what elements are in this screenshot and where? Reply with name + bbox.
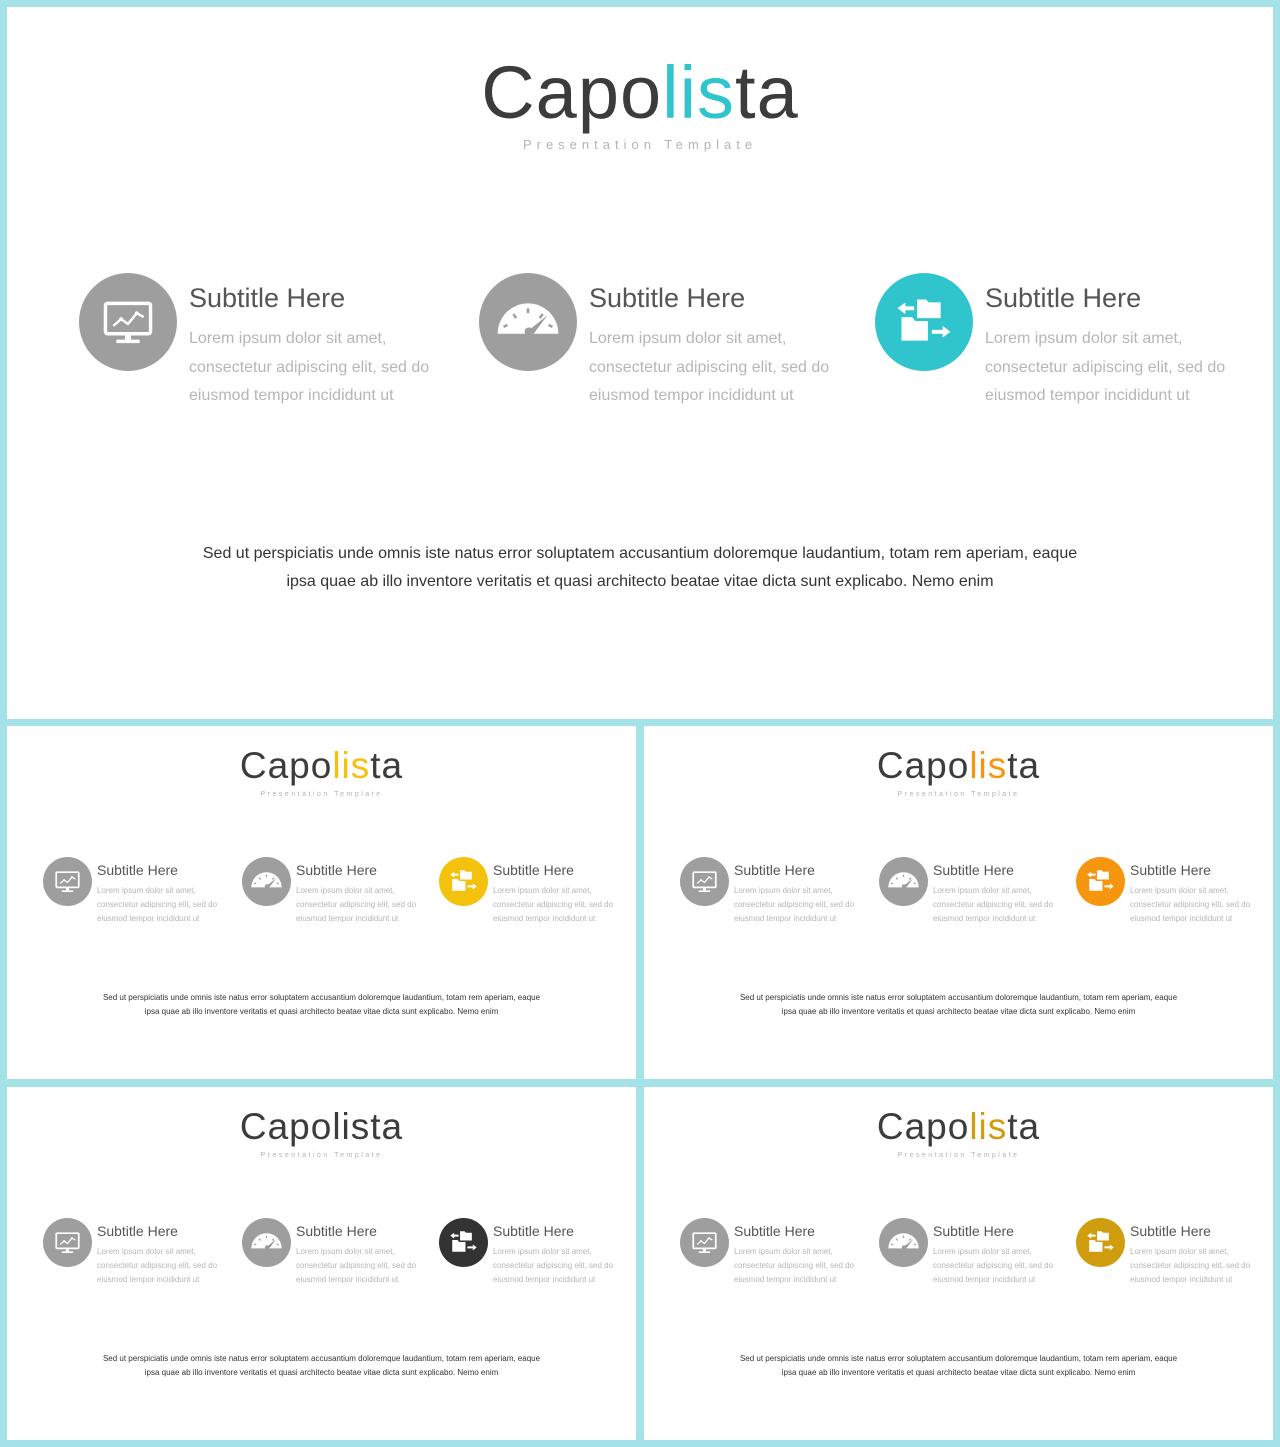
feature-icon-circle[interactable] xyxy=(479,273,577,371)
feature-icon-circle[interactable] xyxy=(242,857,291,906)
feature-item xyxy=(439,1218,629,1308)
logo-title-part: ta xyxy=(370,1106,404,1147)
feature-icon-circle[interactable] xyxy=(79,273,177,371)
slide-main[interactable] xyxy=(7,7,1273,719)
logo-title-part: Capo xyxy=(239,1106,333,1147)
feature-text: Lorem ipsum dolor sit amet, consectetur adipiscing elit, sed do eiusmod tempor incididunt ut xyxy=(589,330,830,404)
feature-heading: Subtitle Here xyxy=(734,1223,815,1239)
footer-paragraph: Sed ut perspiciatis unde omnis iste natus error soluptatem accusantium doloremque laudantium, totam rem aperiam, eaque ipsa quae ab illo inventore veritatis et quasi architecto beatae vitae dicta sunt explicabo. Nemo enim xyxy=(739,993,1178,1016)
feature-item xyxy=(43,857,233,947)
feature-text: Lorem ipsum dolor sit amet, consectetur adipiscing elit, sed do eiusmod tempor incididunt ut xyxy=(734,1247,855,1284)
feature-text: Lorem ipsum dolor sit amet, consectetur adipiscing elit, sed do eiusmod tempor incididunt ut xyxy=(97,886,218,923)
slide-variant-orange[interactable] xyxy=(644,726,1273,1079)
feature-item xyxy=(1076,857,1266,947)
feature-item xyxy=(79,273,449,453)
feature-heading: Subtitle Here xyxy=(189,283,346,313)
feature-text: Lorem ipsum dolor sit amet, consectetur adipiscing elit, sed do eiusmod tempor incididunt ut xyxy=(1130,886,1251,923)
feature-heading: Subtitle Here xyxy=(493,1223,574,1239)
logo-title xyxy=(644,745,1273,787)
logo-title-part: Capo xyxy=(876,1106,970,1147)
logo-title xyxy=(644,1106,1273,1148)
feature-heading: Subtitle Here xyxy=(296,1223,377,1239)
feature-item xyxy=(875,273,1245,453)
feature-text: Lorem ipsum dolor sit amet, consectetur adipiscing elit, sed do eiusmod tempor incididunt ut xyxy=(97,1247,218,1284)
feature-item xyxy=(43,1218,233,1308)
logo-title-part: Capo xyxy=(239,745,333,786)
feature-item xyxy=(242,1218,432,1308)
feature-icon-circle[interactable] xyxy=(439,857,488,906)
feature-item xyxy=(242,857,432,947)
slide-variant-yellow[interactable] xyxy=(7,726,636,1079)
logo-title-part: ta xyxy=(735,51,799,134)
feature-item xyxy=(439,857,629,947)
feature-heading: Subtitle Here xyxy=(296,862,377,878)
template-subtitle: Presentation Template xyxy=(897,791,1020,798)
feature-item xyxy=(879,857,1069,947)
feature-icon-circle[interactable] xyxy=(680,1218,729,1267)
feature-text: Lorem ipsum dolor sit amet, consectetur adipiscing elit, sed do eiusmod tempor incididunt ut xyxy=(296,886,417,923)
logo-title xyxy=(7,1106,636,1148)
feature-text: Lorem ipsum dolor sit amet, consectetur adipiscing elit, sed do eiusmod tempor incididunt ut xyxy=(734,886,855,923)
feature-item xyxy=(680,857,870,947)
logo-title-part: Capo xyxy=(481,51,663,134)
logo-title-accent: lis xyxy=(332,1106,371,1147)
feature-icon-circle[interactable] xyxy=(43,1218,92,1267)
footer-paragraph: Sed ut perspiciatis unde omnis iste natus error soluptatem accusantium doloremque laudantium, totam rem aperiam, eaque ipsa quae ab illo inventore veritatis et quasi architecto beatae vitae dicta sunt explicabo. Nemo enim xyxy=(102,993,541,1016)
feature-heading: Subtitle Here xyxy=(1130,1223,1211,1239)
feature-item xyxy=(479,273,849,453)
template-subtitle: Presentation Template xyxy=(260,1152,383,1159)
feature-icon-circle[interactable] xyxy=(875,273,973,371)
logo-title-accent: lis xyxy=(332,745,371,786)
footer-paragraph: Sed ut perspiciatis unde omnis iste natus error soluptatem accusantium doloremque laudantium, totam rem aperiam, eaque ipsa quae ab illo inventore veritatis et quasi architecto beatae vitae dicta sunt explicabo. Nemo enim xyxy=(102,1354,541,1377)
logo-title-accent: lis xyxy=(662,51,736,134)
feature-text: Lorem ipsum dolor sit amet, consectetur adipiscing elit, sed do eiusmod tempor incididunt ut xyxy=(296,1247,417,1284)
feature-item xyxy=(879,1218,1069,1308)
feature-text: Lorem ipsum dolor sit amet, consectetur adipiscing elit, sed do eiusmod tempor incididunt ut xyxy=(933,886,1054,923)
slide-variant-dark[interactable] xyxy=(7,1087,636,1440)
feature-heading: Subtitle Here xyxy=(933,1223,1014,1239)
footer-paragraph: Sed ut perspiciatis unde omnis iste natus error soluptatem accusantium doloremque laudantium, totam rem aperiam, eaque ipsa quae ab illo inventore veritatis et quasi architecto beatae vitae dicta sunt explicabo. Nemo enim xyxy=(202,545,1078,590)
feature-text: Lorem ipsum dolor sit amet, consectetur adipiscing elit, sed do eiusmod tempor incididunt ut xyxy=(493,886,614,923)
logo-title-accent: lis xyxy=(969,1106,1008,1147)
feature-heading: Subtitle Here xyxy=(493,862,574,878)
feature-heading: Subtitle Here xyxy=(97,1223,178,1239)
feature-icon-circle[interactable] xyxy=(879,857,928,906)
feature-text: Lorem ipsum dolor sit amet, consectetur adipiscing elit, sed do eiusmod tempor incididunt ut xyxy=(933,1247,1054,1284)
feature-heading: Subtitle Here xyxy=(1130,862,1211,878)
feature-icon-circle[interactable] xyxy=(43,857,92,906)
template-subtitle: Presentation Template xyxy=(260,791,383,798)
feature-icon-circle[interactable] xyxy=(680,857,729,906)
feature-icon-circle[interactable] xyxy=(1076,857,1125,906)
feature-heading: Subtitle Here xyxy=(97,862,178,878)
logo-title xyxy=(7,745,636,787)
feature-text: Lorem ipsum dolor sit amet, consectetur adipiscing elit, sed do eiusmod tempor incididunt ut xyxy=(189,330,430,404)
feature-heading: Subtitle Here xyxy=(734,862,815,878)
feature-text: Lorem ipsum dolor sit amet, consectetur adipiscing elit, sed do eiusmod tempor incididunt ut xyxy=(493,1247,614,1284)
feature-heading: Subtitle Here xyxy=(933,862,1014,878)
feature-item xyxy=(1076,1218,1266,1308)
feature-item xyxy=(680,1218,870,1308)
template-subtitle: Presentation Template xyxy=(522,137,758,152)
feature-text: Lorem ipsum dolor sit amet, consectetur adipiscing elit, sed do eiusmod tempor incididunt ut xyxy=(1130,1247,1251,1284)
feature-icon-circle[interactable] xyxy=(439,1218,488,1267)
feature-text: Lorem ipsum dolor sit amet, consectetur adipiscing elit, sed do eiusmod tempor incididunt ut xyxy=(985,330,1226,404)
feature-icon-circle[interactable] xyxy=(879,1218,928,1267)
feature-heading: Subtitle Here xyxy=(589,283,746,313)
slide-variant-gold[interactable] xyxy=(644,1087,1273,1440)
logo-title-accent: lis xyxy=(969,745,1008,786)
footer-paragraph: Sed ut perspiciatis unde omnis iste natus error soluptatem accusantium doloremque laudantium, totam rem aperiam, eaque ipsa quae ab illo inventore veritatis et quasi architecto beatae vitae dicta sunt explicabo. Nemo enim xyxy=(739,1354,1178,1377)
feature-icon-circle[interactable] xyxy=(1076,1218,1125,1267)
feature-heading: Subtitle Here xyxy=(985,283,1142,313)
logo-title-part: ta xyxy=(370,745,404,786)
template-subtitle: Presentation Template xyxy=(897,1152,1020,1159)
logo-title-part: Capo xyxy=(876,745,970,786)
logo-title xyxy=(7,53,1273,133)
logo-title-part: ta xyxy=(1007,1106,1041,1147)
logo-title-part: ta xyxy=(1007,745,1041,786)
feature-icon-circle[interactable] xyxy=(242,1218,291,1267)
